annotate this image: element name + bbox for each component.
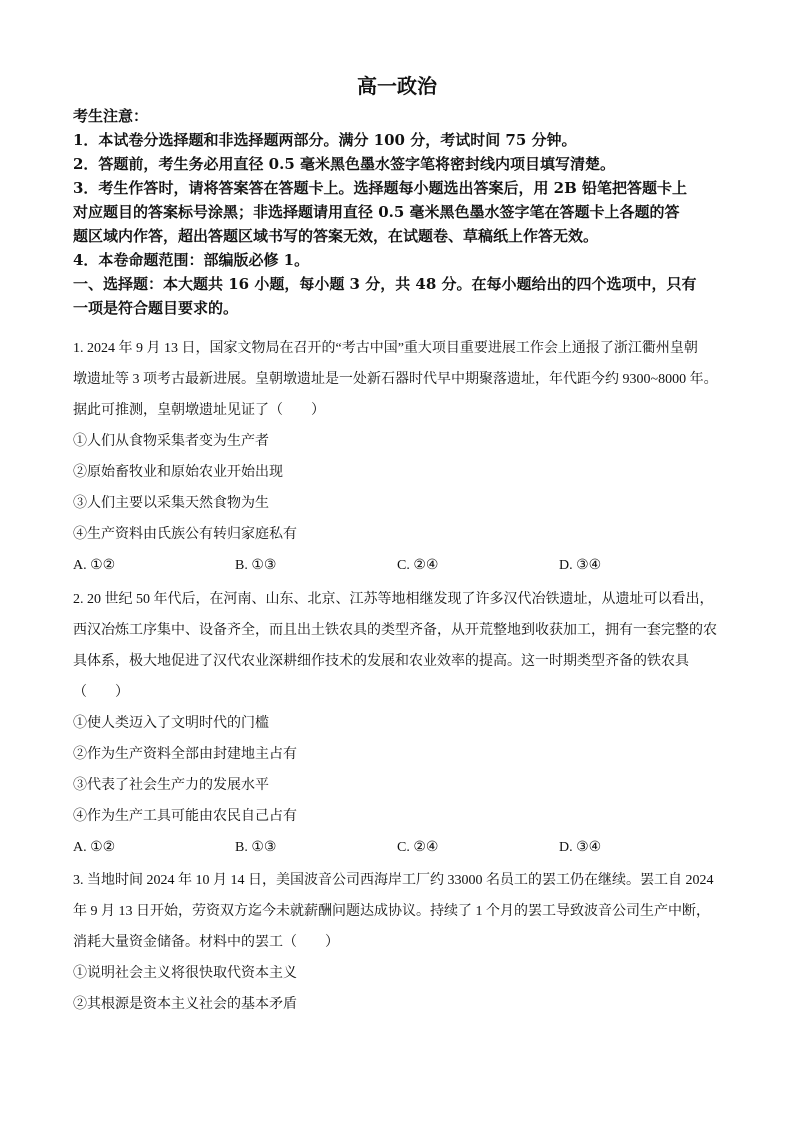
question-text: 墩遗址等 3 项考古最新进展。皇朝墩遗址是一处新石器时代早中期聚落遗址，年代距今约 9300~8000 年。 bbox=[73, 372, 718, 387]
option-a: A. ①② bbox=[73, 558, 116, 573]
notice-heading: 考生注意： bbox=[73, 107, 149, 125]
question-3 bbox=[73, 865, 723, 1020]
notice-item: 1．本试卷分选择题和非选择题两部分。满分 100 分，考试时间 75 分钟。 bbox=[73, 131, 577, 149]
notice-block bbox=[73, 104, 723, 320]
statement: ②其根源是资本主义社会的基本矛盾 bbox=[73, 997, 297, 1012]
option-c: C. ②④ bbox=[397, 840, 439, 855]
options-row bbox=[73, 832, 723, 863]
question-text: 消耗大量资金储备。材料中的罢工（ ） bbox=[73, 935, 339, 950]
statement: ②原始畜牧业和原始农业开始出现 bbox=[73, 465, 283, 480]
question-1 bbox=[73, 333, 723, 581]
statement: ②作为生产资料全部由封建地主占有 bbox=[73, 747, 297, 762]
notice-item: 题区域内作答，超出答题区域书写的答案无效，在试题卷、草稿纸上作答无效。 bbox=[73, 227, 599, 245]
section-heading: 一、选择题：本大题共 16 小题，每小题 3 分，共 48 分。在每小题给出的四个选项中，只有 bbox=[73, 275, 697, 293]
statement: ④作为生产工具可能由农民自己占有 bbox=[73, 809, 297, 824]
question-text: 年 9 月 13 日开始，劳资双方迄今未就薪酬问题达成协议。持续了 1 个月的罢工导致波音公司生产中断， bbox=[73, 904, 710, 919]
option-d: D. ③④ bbox=[559, 840, 602, 855]
notice-item: 对应题目的答案标号涂黑；非选择题请用直径 0.5 毫米黑色墨水签字笔在答题卡上各题的答 bbox=[73, 203, 680, 221]
statement: ③人们主要以采集天然食物为生 bbox=[73, 496, 269, 511]
option-c: C. ②④ bbox=[397, 558, 439, 573]
question-text: 具体系，极大地促进了汉代农业深耕细作技术的发展和农业效率的提高。这一时期类型齐备的铁农具 bbox=[73, 654, 689, 669]
option-b: B. ①③ bbox=[235, 840, 277, 855]
statement: ①使人类迈入了文明时代的门槛 bbox=[73, 716, 269, 731]
option-b: B. ①③ bbox=[235, 558, 277, 573]
question-text: 2. 20 世纪 50 年代后，在河南、山东、北京、江苏等地相继发现了许多汉代冶铁遗址，从遗址可以看出， bbox=[73, 592, 714, 607]
statement: ①人们从食物采集者变为生产者 bbox=[73, 434, 269, 449]
statement: ④生产资料由氏族公有转归家庭私有 bbox=[73, 527, 297, 542]
option-d: D. ③④ bbox=[559, 558, 602, 573]
statement: ①说明社会主义将很快取代资本主义 bbox=[73, 966, 297, 981]
question-2 bbox=[73, 584, 723, 863]
notice-item: 4．本卷命题范围：部编版必修 1。 bbox=[73, 251, 310, 269]
notice-item: 2．答题前，考生务必用直径 0.5 毫米黑色墨水签字笔将密封线内项目填写清楚。 bbox=[73, 155, 615, 173]
question-text: 西汉冶炼工序集中、设备齐全，而且出土铁农具的类型齐备，从开荒整地到收获加工，拥有一套完整的农 bbox=[73, 623, 717, 638]
options-row bbox=[73, 550, 723, 581]
page-title: 高一政治 bbox=[357, 74, 437, 98]
question-text: 3. 当地时间 2024 年 10 月 14 日，美国波音公司西海岸工厂约 33000 名员工的罢工仍在继续。罢工自 2024 bbox=[73, 873, 714, 888]
statement: ③代表了社会生产力的发展水平 bbox=[73, 778, 269, 793]
notice-item: 3．考生作答时，请将答案答在答题卡上。选择题每小题选出答案后，用 2B 铅笔把答题卡上 bbox=[73, 179, 688, 197]
question-text: 据此可推测，皇朝墩遗址见证了（ ） bbox=[73, 403, 325, 418]
question-text: 1. 2024 年 9 月 13 日，国家文物局在召开的“考古中国”重大项目重要进展工作会上通报了浙江衢州皇朝 bbox=[73, 341, 698, 356]
option-a: A. ①② bbox=[73, 840, 116, 855]
question-text: （ ） bbox=[73, 685, 129, 700]
section-heading: 一项是符合题目要求的。 bbox=[73, 299, 239, 317]
